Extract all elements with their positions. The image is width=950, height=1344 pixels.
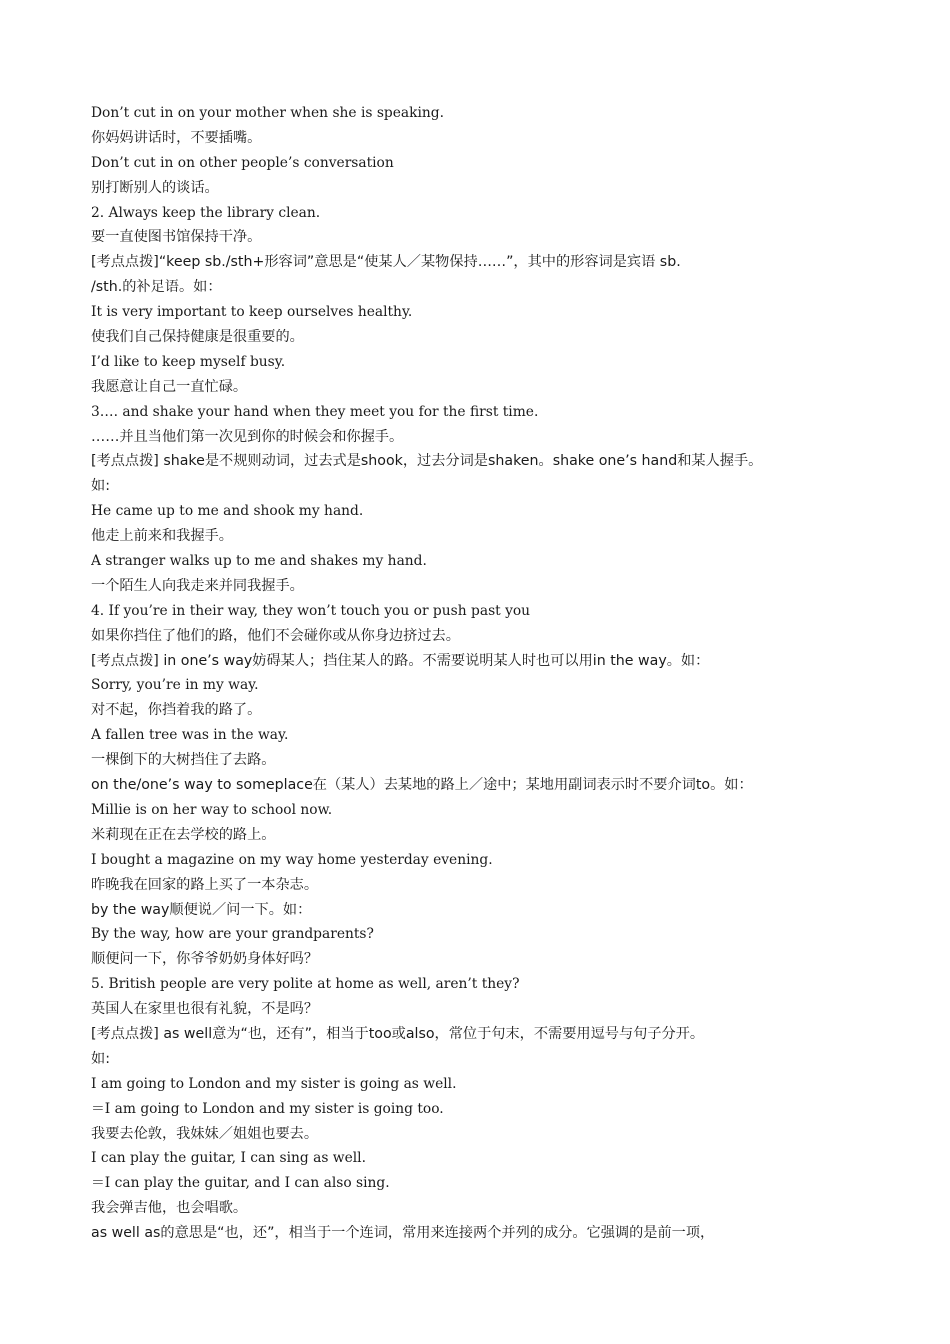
chinese-text-line: [考点点拨] as well意为“也，还有”，相当于too或also，常位于句末，不需要用逗号与句子分开。 — [91, 1025, 705, 1042]
chinese-text-line: 他走上前来和我握手。 — [91, 528, 233, 545]
chinese-text-line: 如果你挡住了他们的路，他们不会碰你或从你身边挤过去。 — [91, 627, 460, 644]
english-sentence-line: I’d like to keep myself busy. — [91, 353, 286, 370]
english-sentence-line: 5. British people are very polite at home as well, aren’t they? — [91, 976, 520, 993]
chinese-text-line: 对不起，你挡着我的路了。 — [91, 702, 262, 719]
english-sentence-line: I can play the guitar, I can sing as well. — [91, 1150, 366, 1167]
chinese-text-line: 你妈妈讲话时，不要插嘴。 — [91, 129, 262, 146]
english-sentence-line: A fallen tree was in the way. — [91, 727, 289, 744]
english-sentence-line: I bought a magazine on my way home yesterday evening. — [91, 851, 493, 868]
chinese-text-line: 要一直使图书馆保持干净。 — [91, 229, 262, 246]
english-sentence-line: Sorry, you’re in my way. — [91, 677, 259, 694]
english-sentence-line: ＝I am going to London and my sister is going too. — [91, 1100, 444, 1117]
chinese-text-line: as well as的意思是“也，还”，相当于一个连词，常用来连接两个并列的成分。它强调的是前一项， — [91, 1225, 715, 1242]
chinese-text-line: 米莉现在正在去学校的路上。 — [91, 826, 276, 843]
chinese-text-line: /sth.的补足语。如： — [91, 279, 222, 296]
chinese-text-line: 一个陌生人向我走来并同我握手。 — [91, 577, 304, 594]
chinese-text-line: ……并且当他们第一次见到你的时候会和你握手。 — [91, 428, 404, 445]
chinese-text-line: [考点点拨]“keep sb./sth+形容词”意思是“使某人／某物保持……”，其中的形容词是宾语 sb. — [91, 254, 681, 271]
english-sentence-line: Millie is on her way to school now. — [91, 801, 333, 818]
document-body — [91, 101, 881, 1246]
english-sentence-line: A stranger walks up to me and shakes my hand. — [91, 553, 427, 570]
chinese-text-line: 如: — [91, 1050, 110, 1067]
english-sentence-line: 4. If you’re in their way, they won’t touch you or push past you — [91, 602, 531, 619]
english-sentence-line: It is very important to keep ourselves healthy. — [91, 304, 413, 321]
english-sentence-line: Don’t cut in on your mother when she is speaking. — [91, 105, 445, 121]
english-sentence-line: I am going to London and my sister is going as well. — [91, 1075, 457, 1092]
chinese-text-line: 如: — [91, 478, 110, 495]
chinese-text-line: 我会弹吉他，也会唱歌。 — [91, 1200, 248, 1217]
chinese-text-line: 一棵倒下的大树挡住了去路。 — [91, 752, 276, 769]
chinese-text-line: 昨晚我在回家的路上买了一本杂志。 — [91, 876, 319, 893]
chinese-text-line: by the way顺便说／问一下。如： — [91, 901, 312, 918]
english-sentence-line: 3…. and shake your hand when they meet you for the first time. — [91, 403, 539, 420]
chinese-text-line: 顺便问一下，你爷爷奶奶身体好吗？ — [91, 951, 319, 968]
chinese-text-line: 别打断别人的谈话。 — [91, 179, 219, 196]
english-sentence-line: Don’t cut in on other people’s conversation — [91, 154, 394, 171]
chinese-text-line: [考点点拨] shake是不规则动词，过去式是shook，过去分词是shaken。shake one’s hand和某人握手。 — [91, 453, 763, 470]
chinese-text-line: 使我们自己保持健康是很重要的。 — [91, 329, 304, 346]
chinese-text-line: on the/one’s way to someplace在（某人）去某地的路上／途中；某地用副词表示时不要介词to。如： — [91, 777, 753, 794]
english-sentence-line: By the way, how are your grandparents? — [91, 926, 374, 943]
english-sentence-line: 2. Always keep the library clean. — [91, 204, 321, 221]
english-sentence-line: He came up to me and shook my hand. — [91, 503, 364, 520]
chinese-text-line: [考点点拨] in one’s way妨碍某人；挡住某人的路。不需要说明某人时也可以用in the way。如： — [91, 652, 710, 669]
chinese-text-line: 英国人在家里也很有礼貌，不是吗？ — [91, 1001, 319, 1018]
chinese-text-line: 我要去伦敦，我妹妹／姐姐也要去。 — [91, 1125, 319, 1142]
chinese-text-line: 我愿意让自己一直忙碌。 — [91, 378, 248, 395]
english-sentence-line: ＝I can play the guitar, and I can also sing. — [91, 1175, 390, 1192]
